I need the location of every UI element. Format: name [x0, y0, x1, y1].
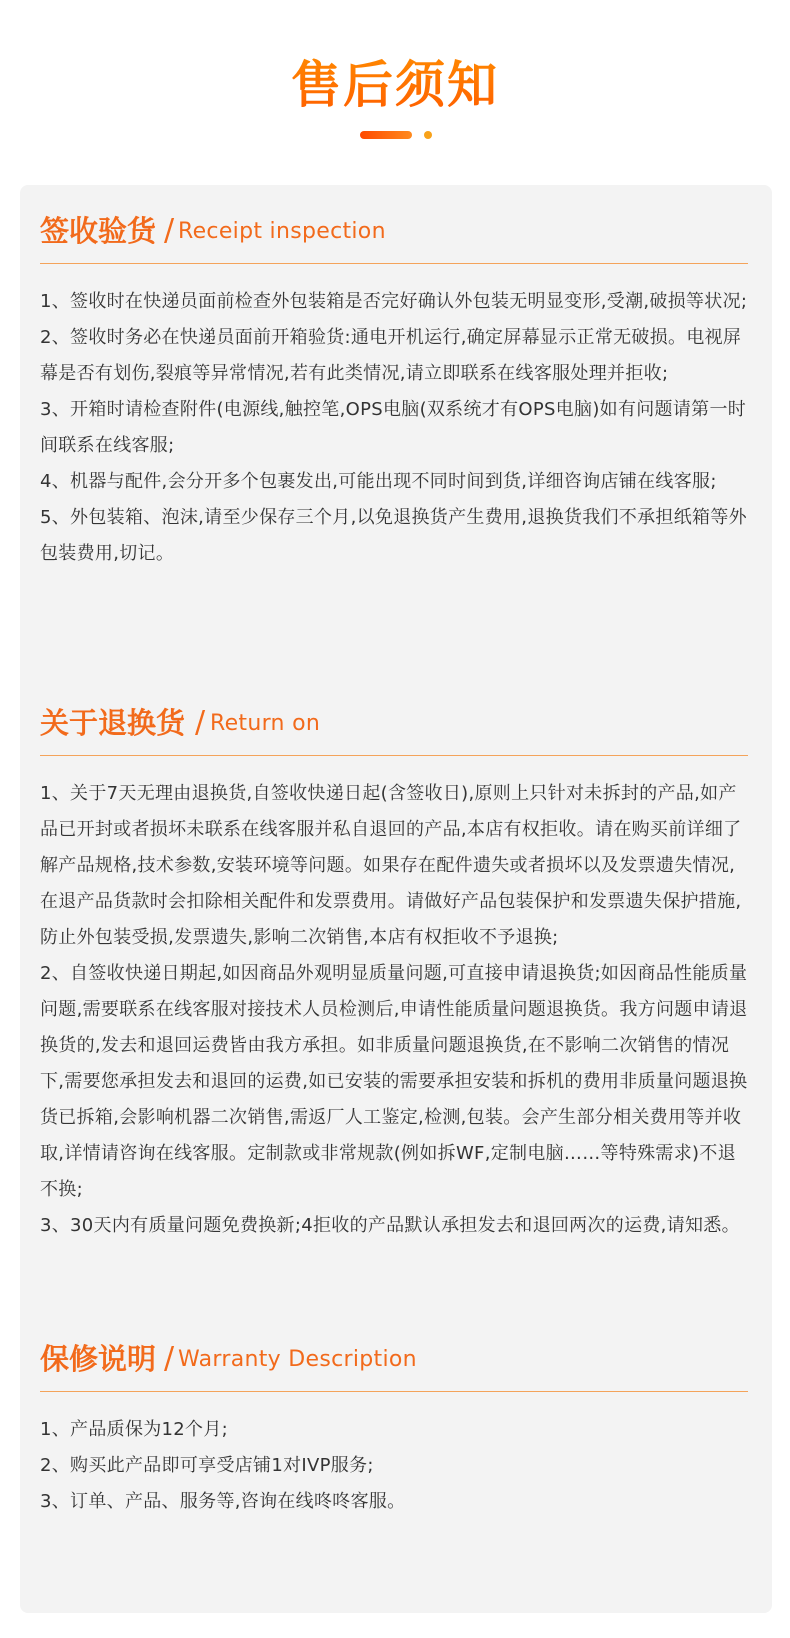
section-heading — [40, 1333, 748, 1392]
section-title-cn: 签收验货 — [40, 214, 157, 248]
page-title: 售后须知 — [0, 52, 790, 118]
list-item: 4、机器与配件,会分开多个包裹发出,可能出现不同时间到货,详细咨询店铺在线客服; — [40, 471, 717, 492]
section-title-en: Warranty Description — [178, 1347, 417, 1372]
section-title-cn: 关于退换货 — [40, 706, 186, 740]
section-title-slash: / — [164, 213, 175, 248]
section-title-slash: / — [164, 1341, 175, 1376]
section-title-cn: 保修说明 — [40, 1342, 157, 1376]
ornament-bar — [360, 131, 412, 139]
section-title-slash: / — [195, 705, 206, 740]
list-item: 3、开箱时请检查附件(电源线,触控笔,OPS电脑(双系统才有OPS电脑)如有问题请第一时间联系在线客服; — [40, 399, 747, 456]
section-receipt-inspection — [40, 205, 748, 572]
list-item: 3、订单、产品、服务等,咨询在线咚咚客服。 — [40, 1491, 406, 1512]
section-body — [40, 284, 748, 572]
list-item: 1、签收时在快递员面前检查外包装箱是否完好确认外包装无明显变形,受潮,破损等状况; — [40, 291, 748, 312]
list-item: 1、产品质保为12个月; — [40, 1419, 229, 1440]
list-item: 5、外包装箱、泡沫,请至少保存三个月,以免退换货产生费用,退换货我们不承担纸箱等外包装费用,切记。 — [40, 507, 747, 564]
section-heading — [40, 697, 748, 756]
ornament-dot — [424, 131, 432, 139]
section-heading — [40, 205, 748, 264]
title-ornament — [360, 130, 450, 140]
list-item: 3、30天内有质量问题免费换新;4拒收的产品默认承担发去和退回两次的运费,请知悉。 — [40, 1215, 740, 1236]
list-item: 2、购买此产品即可享受店铺1对IVP服务; — [40, 1455, 374, 1476]
section-body — [40, 1412, 748, 1520]
list-item: 2、自签收快递日期起,如因商品外观明显质量问题,可直接申请退换货;如因商品性能质量问题,需要联系在线客服对接技术人员检测后,申请性能质量问题退换货。我方问题申请退换货的,发去和退回运费皆由我方承担。如非质量问题退换货,在不影响二次销售的情况下,需要您承担发去和退回的运费,如已安装的需要承担安装和拆机的费用非质量问题退换货已拆箱,会影响机器二次销售,需返厂人工鉴定,检测,包装。会产生部分相关费用等并收取,详情请咨询在线客服。定制款或非常规款(例如拆WF,定制电脑……等特殊需求)不退不换; — [40, 963, 748, 1200]
section-return — [40, 697, 748, 1244]
section-body — [40, 776, 748, 1244]
content-card — [20, 185, 772, 1613]
list-item: 1、关于7天无理由退换货,自签收快递日起(含签收日),原则上只针对未拆封的产品,如产品已开封或者损坏未联系在线客服并私自退回的产品,本店有权拒收。请在购买前详细了解产品规格,技术参数,安装环境等问题。如果存在配件遗失或者损坏以及发票遗失情况,在退产品货款时会扣除相关配件和发票费用。请做好产品包装保护和发票遗失保护措施,防止外包装受损,发票遗失,影响二次销售,本店有权拒收不予退换; — [40, 783, 742, 948]
section-title-en: Return on — [210, 711, 321, 736]
section-warranty — [40, 1333, 748, 1520]
list-item: 2、签收时务必在快递员面前开箱验货:通电开机运行,确定屏幕显示正常无破损。电视屏幕是否有划伤,裂痕等异常情况,若有此类情况,请立即联系在线客服处理并拒收; — [40, 327, 742, 384]
section-title-en: Receipt inspection — [178, 219, 386, 244]
